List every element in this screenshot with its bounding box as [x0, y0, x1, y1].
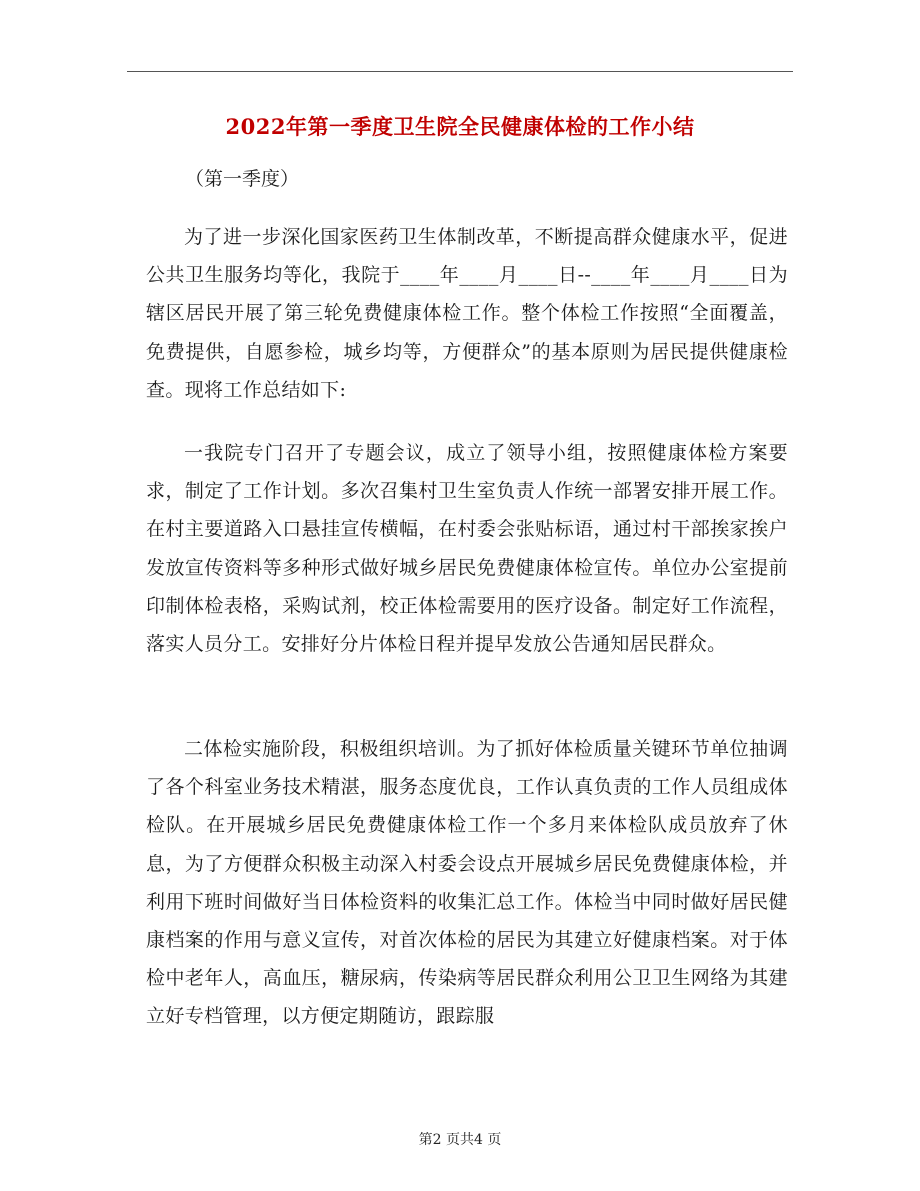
- page-number: 第2 页共4 页: [418, 1132, 502, 1148]
- document-subtitle: （第一季度）: [185, 168, 300, 190]
- header-divider: [127, 71, 793, 72]
- document-title: 2022年第一季度卫生院全民健康体检的工作小结: [225, 114, 695, 139]
- paragraph-preparation: 一我院专门召开了专题会议，成立了领导小组，按照健康体检方案要求，制定了工作计划。多次召集村卫生室负责人作统一部署安排开展工作。在村主要道路入口悬挂宣传横幅，在村委会张贴标语，通过村干部挨家挨户发放宣传资料等多种形式做好城乡居民免费健康体检宣传。单位办公室提前印制体检表格，采购试剂，校正体检需要用的医疗设备。制定好工作流程，落实人员分工。安排好分片体检日程并提早发放公告通知居民群众。: [146, 442, 788, 656]
- paragraph-intro: 为了进一步深化国家医药卫生体制改革，不断提高群众健康水平，促进公共卫生服务均等化，我院于____年____月____日--____年____月____日为辖区居民开展了第三轮免费健康体检工作。整个体检工作按照“全面覆盖，免费提供，自愿参检，城乡均等，方便群众”的基本原则为居民提供健康检查。现将工作总结如下:: [146, 226, 788, 401]
- paragraph-implementation: 二体检实施阶段，积极组织培训。为了抓好体检质量关键环节单位抽调了各个科室业务技术精湛，服务态度优良，工作认真负责的工作人员组成体检队。在开展城乡居民免费健康体检工作一个多月来体检队成员放弃了休息，为了方便群众积极主动深入村委会设点开展城乡居民免费健康体检，并利用下班时间做好当日体检资料的收集汇总工作。体检当中同时做好居民健康档案的作用与意义宣传，对首次体检的居民为其建立好健康档案。对于体检中老年人，高血压，糖尿病，传染病等居民群众利用公卫卫生网络为其建立好专档管理，以方便定期随访，跟踪服: [146, 738, 788, 1028]
